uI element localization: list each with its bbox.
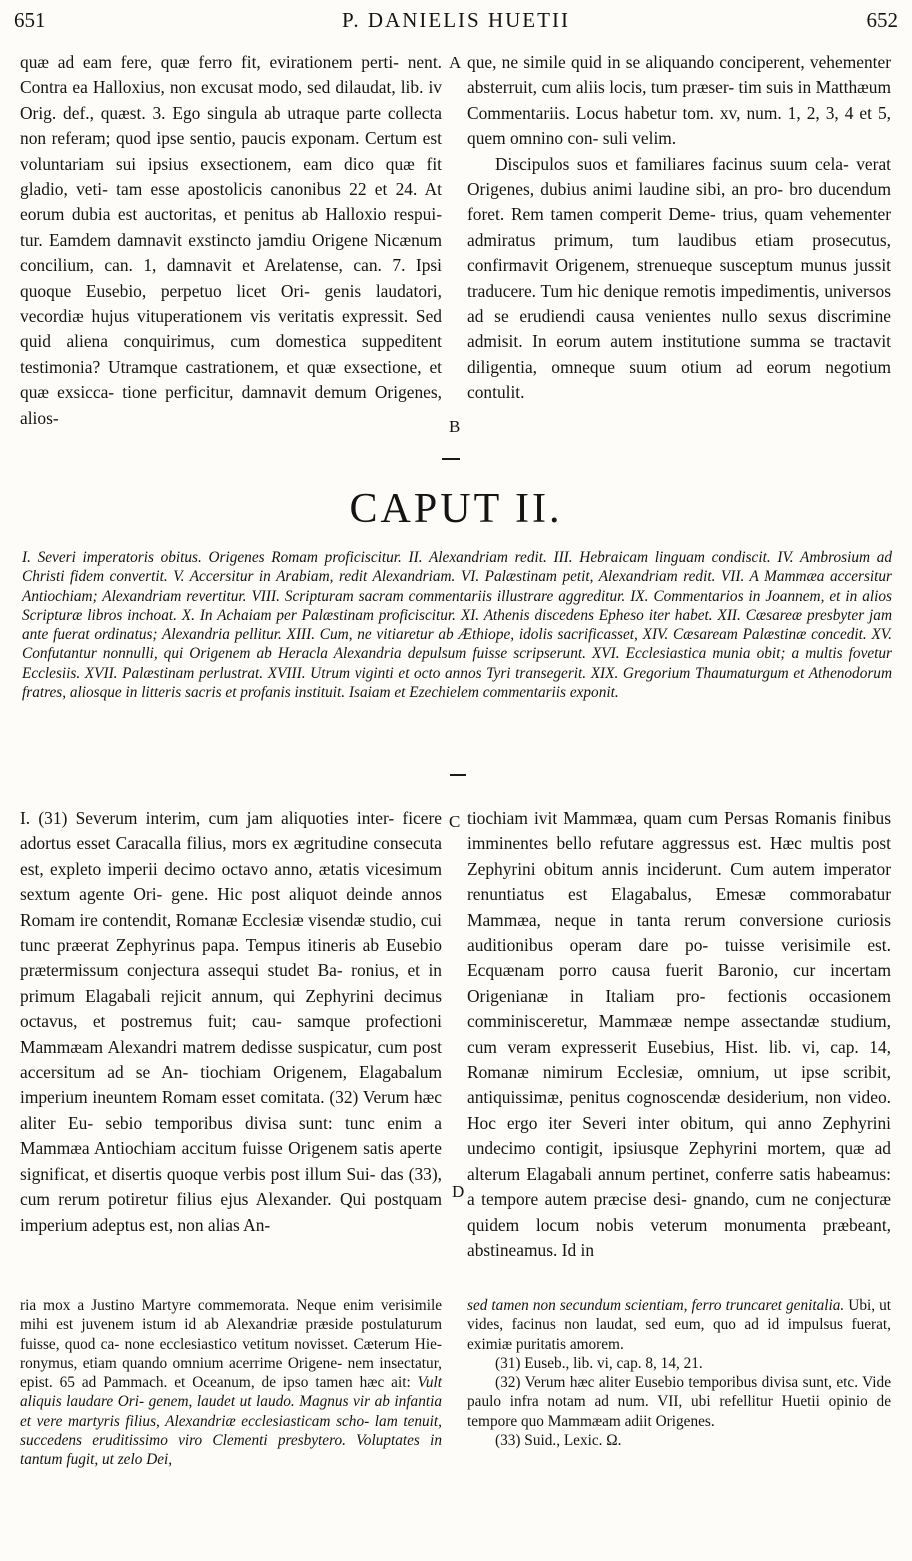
page-number-left: 651 (14, 8, 46, 32)
top-left-text: quæ ad eam fere, quæ ferro fit, evirationem perti- nent. Contra ea Halloxius, non excusat modo, sed dilaudat, lib. iv Orig. def., quæst. 3. Ego singula ab utraque parte collecta non referam; quod ipse sentio, paucis exponam. Certum est voluntariam sui ipsius exsectionem, eam dico quæ fit gladio, veti- tam esse apostolicis canonibus 22 et 24. At eorum dubia est auctoritas, et penitus ab Halloxio respui- tur. Eamdem damnavit exstincto jamdiu Origene Nicænum concilium, can. 1, damnavit et Arelatense, can. 7. Ipsi quoque Eusebio, perpetuo licet Ori- genis laudatori, vecordiæ hujus vituperationem vis veritatis expressit. Sed quid aliena conquirimus, cum domestica suppeditent testimonia? Utramque castrationem, et quæ exsectione, et quæ exsicca- tione perficitur, damnavit demum Origenes, alios- (20, 52, 442, 428)
chapter-summary: I. Severi imperatoris obitus. Origenes Romam proficiscitur. II. Alexandriam redit. III. Hebraicam linguam condiscit. IV. Ambrosium ad Christi fidem convertit. V. Accersitur in Arabiam, redit Alexandriam. VI. Palæstinam petit, Alexandriam redit. VII. A Mammæa accersitur Antiochiam; Alexandriam revertitur. VIII. Scripturam sacram commentariis illustrare aggreditur. IX. Commentarios in Joannem, et in alios Scripturæ libros inchoat. X. In Achaiam per Palæstinam proficiscitur. XI. Athenis discedens Epheso iter habet. XII. Cæsareæ presbyter jam ante fuerat ordinatus; Alexandria pellitur. XIII. Cum, ne vitiaretur ab Æthiope, idolis sacrificasset, XIV. Cæsaream Palæstinæ concedit. XV. Confutantur nonnulli, qui Origenem ab Heracla Alexandria depulsum fuisse scripserunt. XVI. Ecclesiastica munia obit; a multis fovetur Ecclesiis. XVII. Palæstinam perlustrat. XVIII. Utrum viginti et octo annos Tyri transegerit. XIX. Gregorium Thaumaturgum et Athenodorum fratres, aliosque in litteris sacris et profanis instituit. Isaiam et Ezechielem commentariis exponit. (22, 549, 892, 702)
note-right-text (467, 1296, 891, 1354)
top-right-paragraph-2: Discipulos suos et familiares facinus suum cela- verat Origenes, dubius animi laudine sibi, an pro- bro ducendum foret. Rem tamen comperit Deme- trius, quam vehementer admiratus primum, tum laudibus etiam prosecutus, confirmavit Origenem, strenueque susceptum munus jussit traducere. Tum hic denique remotis impedimentis, universos ad se erudiendi causa venientes nullo sexus discrimine admisit. In eorum autem institutione summa se tractavit diligentia, omneque suum otium ad eorum negotium contulit. (467, 153, 891, 403)
note-right-quote: sed tamen non secundum scientiam, ferro truncaret genitalia. (467, 1297, 845, 1314)
note-left-column (20, 1296, 442, 1470)
top-right-column (467, 50, 891, 406)
top-right-paragraph-1: que, ne simile quid in se aliquando conciperent, vehementer absterruit, cum aliis locis, tum præser- tim suis in Matthæum Commentariis. Locus habetur tom. xv, num. 1, 2, 3, 4 et 5, quem omnino con- suli velim. (467, 52, 891, 149)
note-left-plain: ria mox a Justino Martyre commemorata. Neque enim verisimile mihi est juvenem istum id ab Alexandriæ præside postulaturum fuisse, quod ca- none ecclesiastico vetitum novisset. Cæterum Hie- ronymus, etiam quando omnium acerrime Origene- nem insectatur, epist. 65 ad Pammach. et Oceanum, de ipso tamen hæc ait: (20, 1297, 442, 1392)
footnote-31: (31) Euseb., lib. vi, cap. 8, 14, 21. (495, 1354, 703, 1372)
note-right-plain: Ubi, ut vides, facinus non laudat, sed eum, quo ad id impulsus fuerat, eximiæ puritatis amorem. (467, 1297, 891, 1353)
note-left-quote: Vult aliquis laudare Ori- genem, laudet ut laudo. Magnus vir ab infantia et vere martyris filius, Alexandriæ ecclesiasticam scho- lam tenuit, succedens eruditissimo viro Clementi presbytero. Voluptates in tantum fugit, ut zelo Dei, (20, 1374, 442, 1469)
separator-dash-top (442, 458, 460, 460)
body-left-text: I. (31) Severum interim, cum jam aliquoties inter- ficere adortus esset Caracalla filius, mors ex ægritudine consecuta est, expleto imperii decimo octavo anno, ætatis vicesimum sextum agente Ori- gene. Hic post aliquot deinde annos Romam ire contendit, Romanæ Ecclesiæ visendæ studio, cui tunc præerat Zephyrinus papa. Tempus itineris ab Eusebio prætermissum conjectura assequi studet Ba- ronius, et in primum Elagabali rejicit annum, qui Zephyrini decimus octavus, et postremus fuit; cau- samque profectioni Mammæam Alexandri matrem dedisse suspicatur, cum post accersitum ad se An- tiochiam Origenem, Elagabalum imperium ineuntem Romam esset comitata. (32) Verum hæc aliter Eu- sebio temporibus divisa sunt: tunc enim a Mammæa Antiochiam accitum fuisse Origenem satis aperte significat, et disertis quoque verbis post illum Sui- das (33), cum rerum potiretur filius ejus Alexander. Qui postquam imperium adeptus est, non alias An- (20, 808, 442, 1235)
note-left-text (20, 1296, 442, 1470)
footnote-33: (33) Suid., Lexic. Ω. (495, 1432, 622, 1450)
body-left-column (20, 806, 442, 1238)
margin-letter-c: C (449, 812, 461, 831)
margin-letter-a: A (449, 53, 462, 72)
body-right-text: tiochiam ivit Mammæa, quam cum Persas Romanis finibus imminentes bello refutare aggressus est. Hæc multis post Zephyrini obitum annis inciderunt. Cum autem imperator renuntiatus est Elagabalus, Emesæ commorabatur Mammæa, neque in tanta rerum conversione curiosis auditionibus operam dare po- tuisse verisimile est. Ecquænam porro causa fuerit Baronio, cur incertam Origenianæ in Italiam pro- fectionis occasionem comminisceretur, Mammææ nempe assectandæ studium, cum veram expresserit Eusebius, Hist. lib. vi, cap. 14, Romanæ nimirum Ecclesiæ, omnium, ut ipse scribit, antiquissimæ, penitus cognoscendæ desiderium, non video. Hoc ergo iter Severi inter obitum, qui anno Zephyrini undecimo contigit, ipsiusque Zephyrini mortem, quæ ad alterum Elagabali annum pertinet, conferre satis habeamus: a tempore autem præcise desi- gnando, cum ne conjecturæ quidem locum nobis veterum monumenta præbeant, abstineamus. Id in (467, 808, 891, 1260)
running-title: P. DANIELIS HUETII (342, 8, 570, 32)
top-left-column (20, 50, 442, 431)
margin-letter-b: B (449, 417, 461, 436)
running-header (14, 8, 898, 38)
margin-letter-d: D (452, 1182, 465, 1201)
page-number-right: 652 (866, 8, 898, 32)
separator-dash-middle (450, 774, 466, 776)
note-right-column (467, 1296, 891, 1450)
footnote-32: (32) Verum hæc aliter Eusebio temporibus divisa sunt, etc. Vide paulo infra notam ad num. VII, ubi refellitur Huetii opinio de tempore quo Mammæam adiit Origenes. (467, 1374, 891, 1430)
chapter-title: CAPUT II. (349, 486, 563, 532)
body-right-column (467, 806, 891, 1263)
